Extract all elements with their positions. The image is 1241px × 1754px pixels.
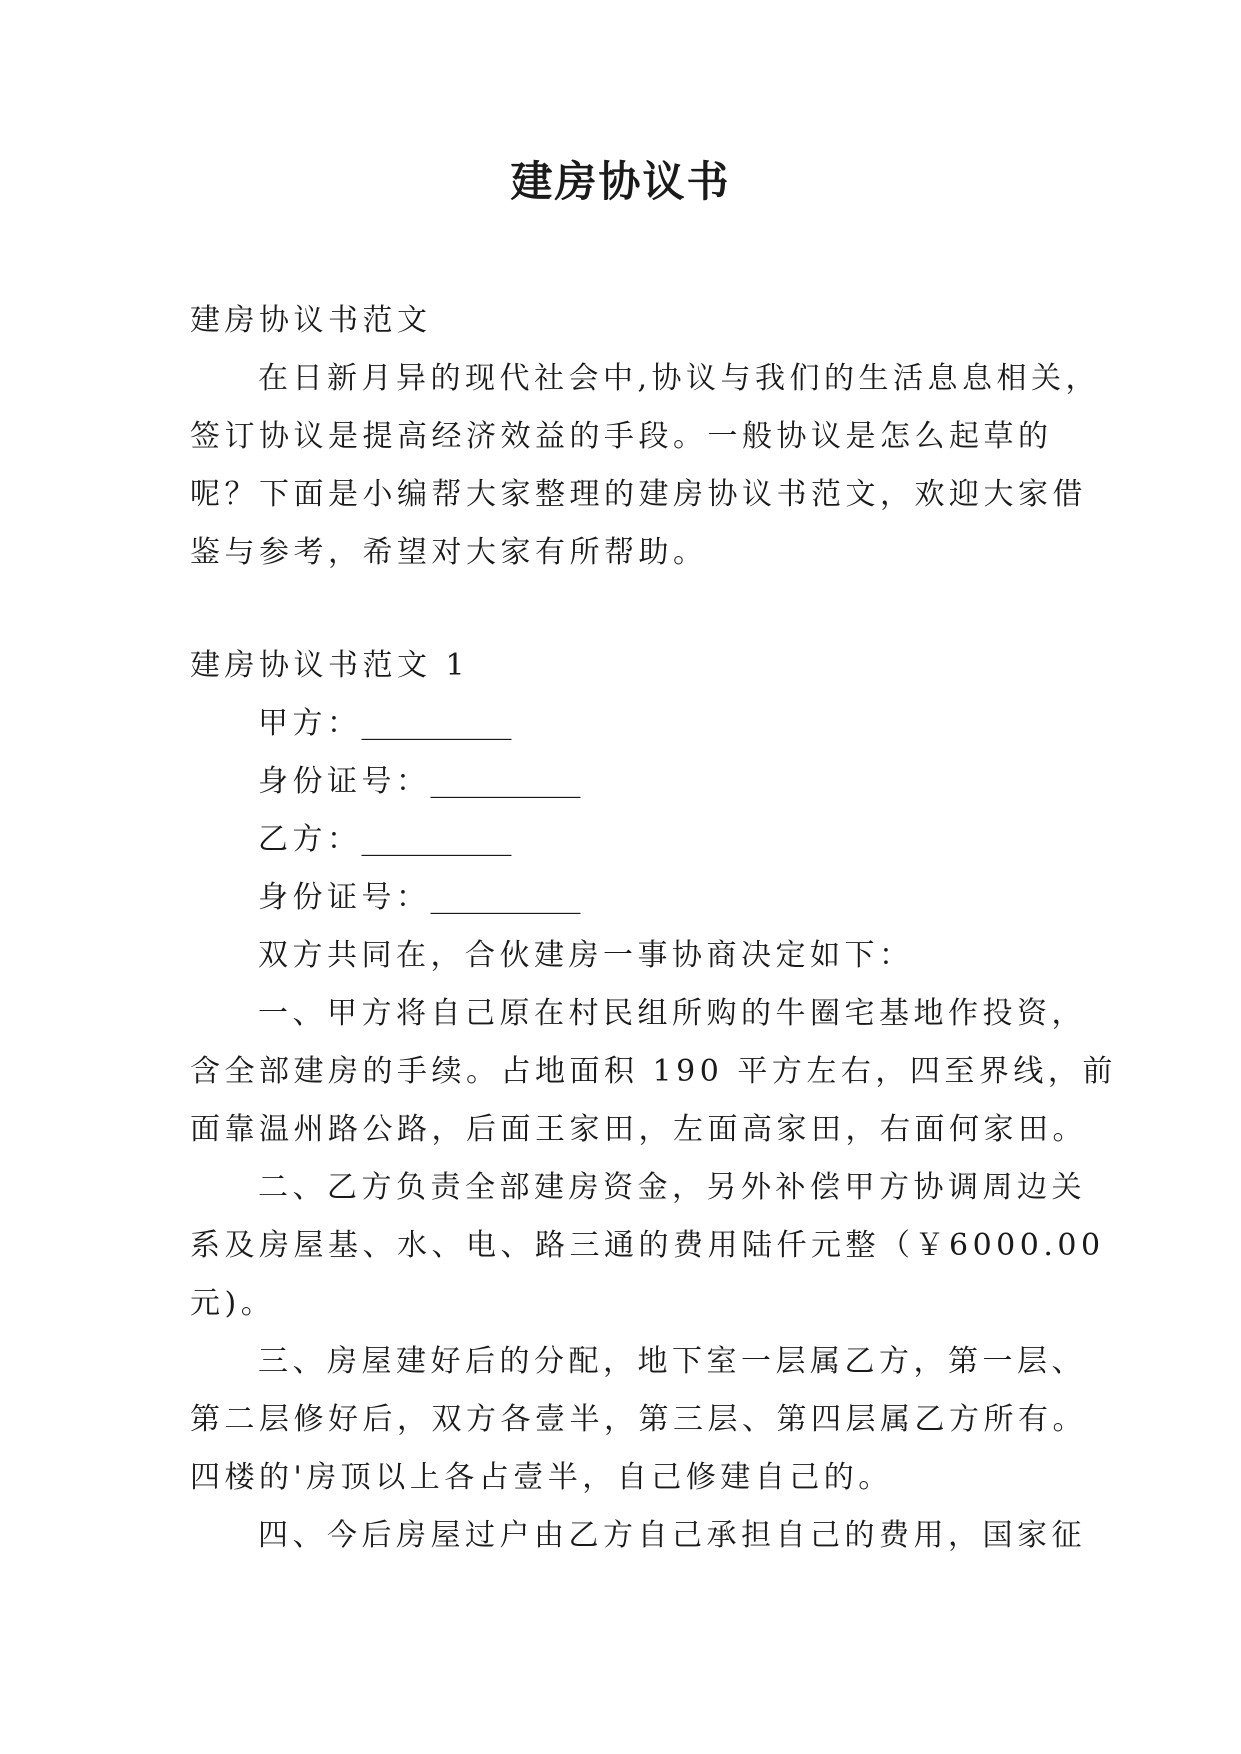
section-spacer	[190, 582, 1070, 637]
intro-line: 签订协议是提高经济效益的手段。一般协议是怎么起草的	[190, 419, 1053, 454]
intro-line: 在日新月异的现代社会中,协议与我们的生活息息相关，	[258, 361, 1101, 396]
clause-2-line: 元)。	[190, 1286, 276, 1321]
clause-4-line: 四、今后房屋过户由乙方自己承担自己的费用，国家征	[258, 1518, 1086, 1553]
clause-2-line: 二、乙方负责全部建房资金，另外补偿甲方协调周边关	[258, 1170, 1086, 1205]
field-blank: __________	[361, 822, 512, 857]
document-title: 建房协议书	[510, 157, 731, 206]
intro-line: 呢？下面是小编帮大家整理的建房协议书范文，欢迎大家借	[190, 477, 1087, 512]
clause-3-line: 第二层修好后，双方各壹半，第三层、第四层属乙方所有。	[190, 1402, 1087, 1437]
document-body	[190, 292, 1117, 1565]
field-blank: __________	[361, 706, 512, 741]
field-label: 身份证号：	[258, 880, 431, 915]
clause-1-line: 含全部建房的手续。占地面积 190 平方左右，四至界线，前	[190, 1054, 1117, 1089]
field-party-b-id	[190, 869, 1070, 927]
field-party-a-id	[190, 753, 1070, 811]
field-blank: __________	[430, 880, 581, 915]
intro-line: 鉴与参考，希望对大家有所帮助。	[190, 535, 708, 570]
field-party-a	[190, 695, 1070, 753]
clause-1-line: 一、甲方将自己原在村民组所购的牛圈宅基地作投资，	[258, 996, 1086, 1031]
section-heading: 建房协议书范文 1	[190, 648, 470, 683]
field-label: 甲方：	[258, 706, 362, 741]
field-blank: __________	[430, 764, 581, 799]
clause-3-line: 三、房屋建好后的分配，地下室一层属乙方，第一层、	[258, 1344, 1086, 1379]
clause-2-line: 系及房屋基、水、电、路三通的费用陆仟元整（￥6000.00	[190, 1228, 1105, 1263]
clause-1-line: 面靠温州路公路，后面王家田，左面高家田，右面何家田。	[190, 1112, 1087, 1147]
field-label: 乙方：	[258, 822, 362, 857]
intro-heading: 建房协议书范文	[190, 303, 432, 338]
field-label: 身份证号：	[258, 764, 431, 799]
clause-3-line: 四楼的'房顶以上各占壹半，自己修建自己的。	[190, 1460, 893, 1495]
field-party-b	[190, 811, 1070, 869]
agreement-intro: 双方共同在，合伙建房一事协商决定如下：	[258, 938, 914, 973]
